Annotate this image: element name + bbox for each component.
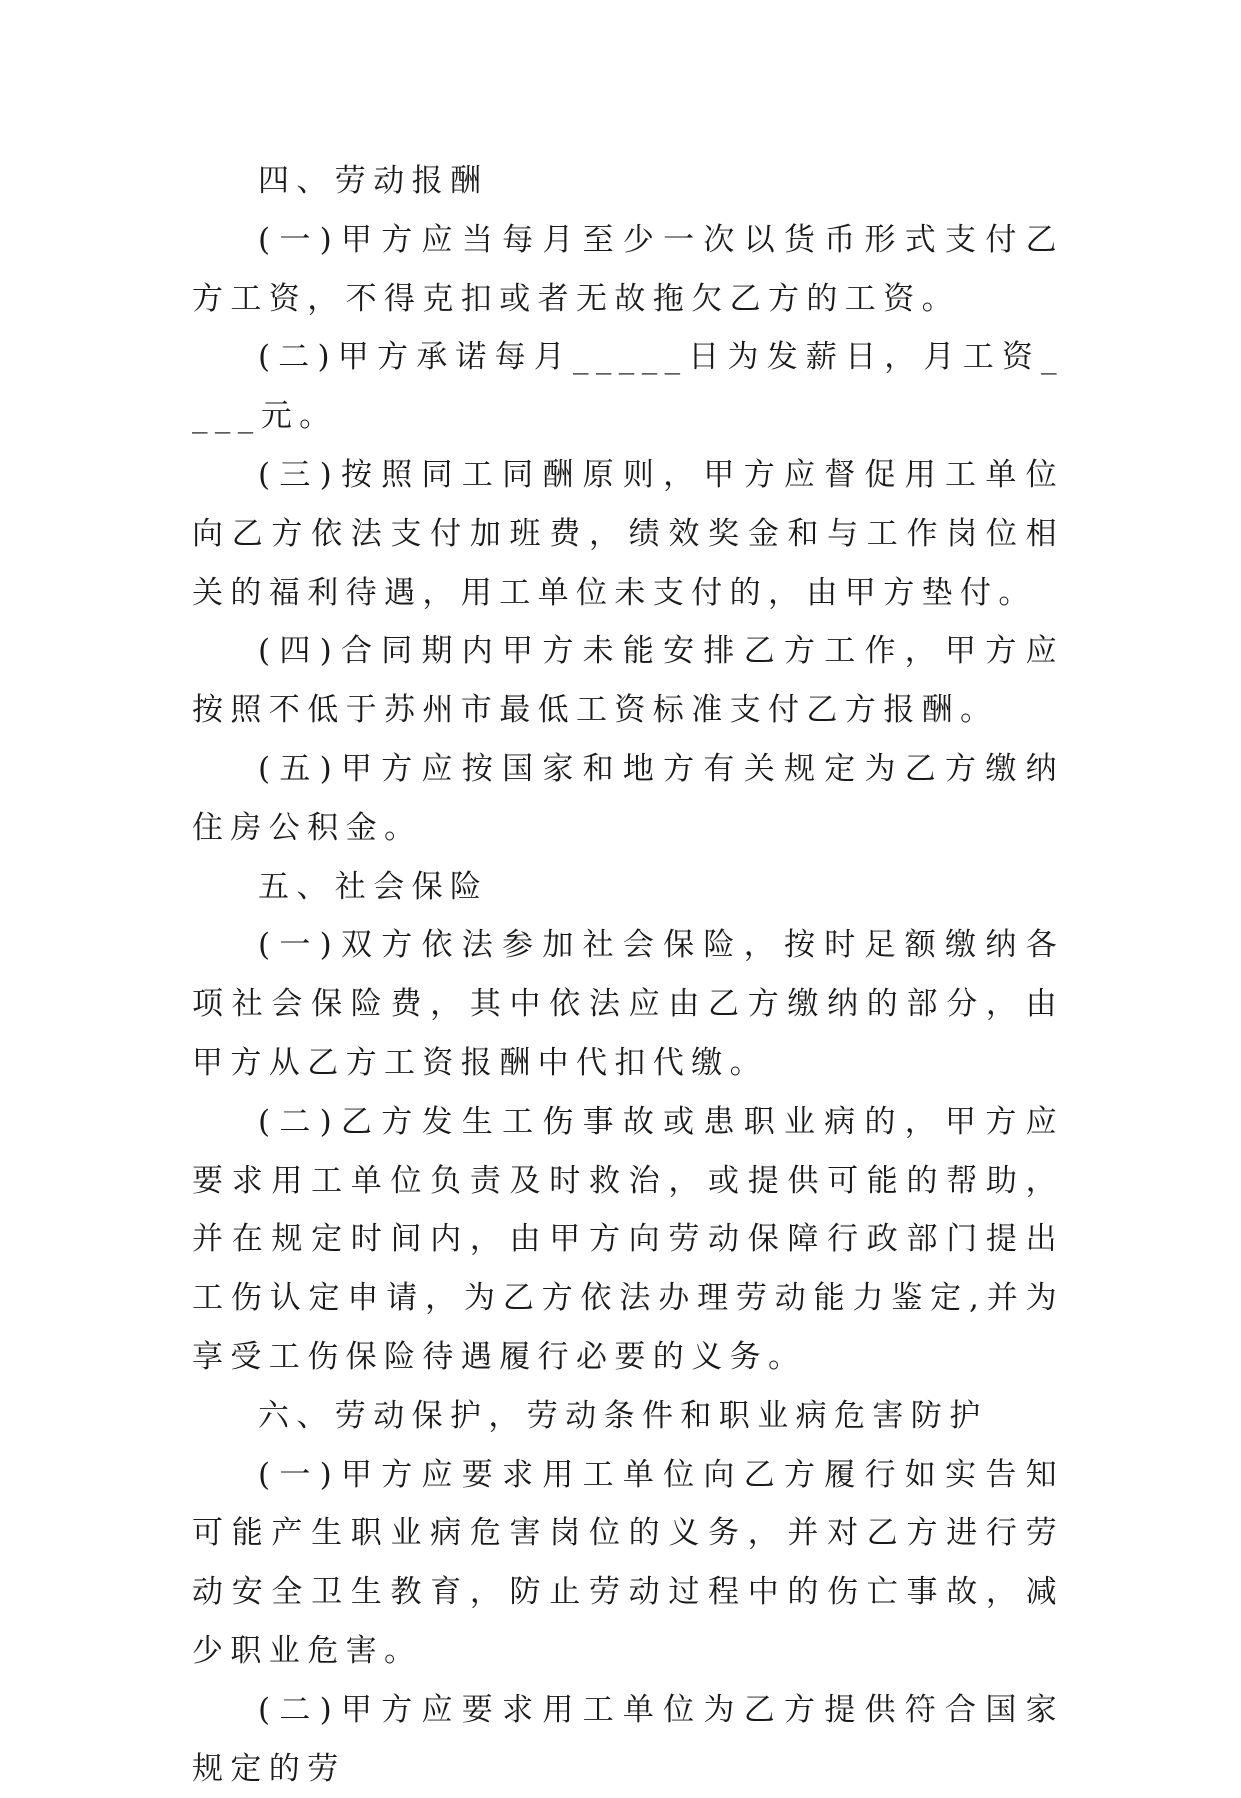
clause-paragraph: (一)甲方应要求用工单位向乙方履行如实告知可能产生职业病危害岗位的义务，并对乙方进行劳动安全卫生教育，防止劳动过程中的伤亡事故，减少职业危害。 bbox=[192, 1456, 1064, 1669]
clause-paragraph: (三)按照同工同酬原则，甲方应督促用工单位向乙方依法支付加班费，绩效奖金和与工作岗位相关的福利待遇，用工单位未支付的，由甲方垫付。 bbox=[192, 456, 1064, 611]
section-heading-social-insurance: 五、社会保险 bbox=[258, 868, 489, 905]
clause-paragraph: (四)合同期内甲方未能安排乙方工作，甲方应按照不低于苏州市最低工资标准支付乙方报酬。 bbox=[192, 633, 1064, 729]
section-heading-labor-protection: 六、劳动保护，劳动条件和职业病危害防护 bbox=[258, 1397, 988, 1434]
clause-paragraph: (二)甲方承诺每月_____日为发薪日，月工资____元。 bbox=[192, 339, 1064, 435]
clause-paragraph: (五)甲方应按国家和地方有关规定为乙方缴纳住房公积金。 bbox=[192, 750, 1064, 846]
section-heading-labor-remuneration: 四、劳动报酬 bbox=[258, 163, 489, 199]
clause-paragraph: (二)乙方发生工伤事故或患职业病的，甲方应要求用工单位负责及时救治，或提供可能的帮助，并在规定时间内，由甲方向劳动保障行政部门提出工伤认定申请，为乙方依法办理劳动能力鉴定,并为享受工伤保险待遇履行必要的义务。 bbox=[192, 1103, 1064, 1375]
clause-paragraph: (一)双方依法参加社会保险，按时足额缴纳各项社会保险费，其中依法应由乙方缴纳的部分，由甲方从乙方工资报酬中代扣代缴。 bbox=[192, 927, 1064, 1081]
clause-paragraph: (二)甲方应要求用工单位为乙方提供符合国家规定的劳 bbox=[192, 1691, 1064, 1787]
clause-paragraph: (一)甲方应当每月至少一次以货币形式支付乙方工资，不得克扣或者无故拖欠乙方的工资。 bbox=[192, 221, 1064, 317]
document-body bbox=[192, 152, 1064, 1798]
